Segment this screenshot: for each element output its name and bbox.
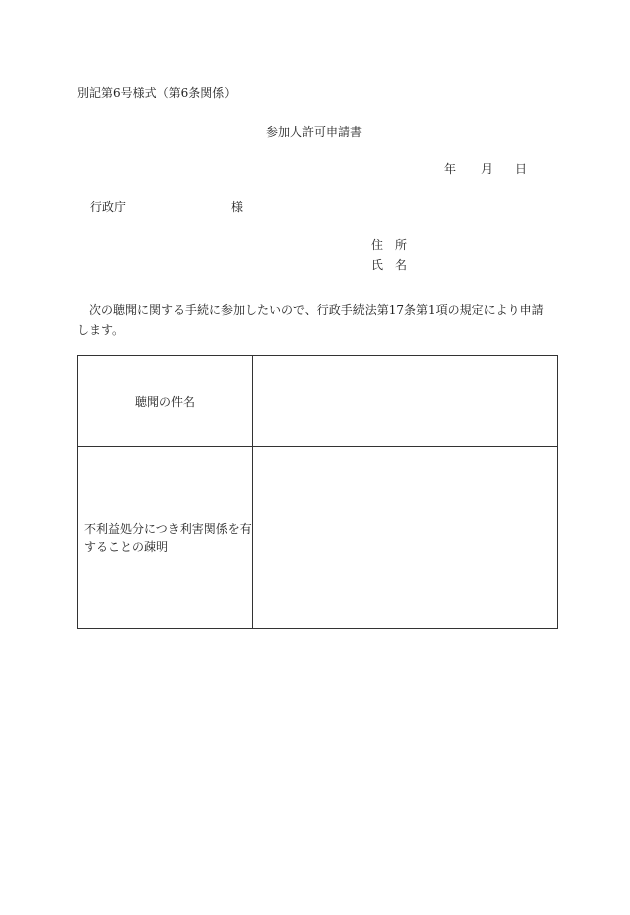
date-year-label: 年 [444,162,457,176]
applicant-name-label: 氏 名 [371,258,408,272]
form-number: 別記第6号様式（第6条関係） [77,86,237,100]
hearing-subject-label: 聴聞の件名 [78,356,253,447]
application-body-text: 次の聴聞に関する手続に参加したいので、行政手続法第17条第1項の規定により申請します。 [77,303,544,337]
date-month-label: 月 [481,162,494,176]
addressee-honorific: 様 [231,200,244,214]
applicant-address-label: 住 所 [371,238,408,252]
interest-explanation-label: 不利益処分につき利害関係を有することの疎明 [78,447,253,629]
interest-explanation-field[interactable] [253,447,558,629]
application-form-table [77,355,558,629]
table-row-hearing-subject [78,356,558,447]
document-title: 参加人許可申請書 [266,125,363,139]
hearing-subject-field[interactable] [253,356,558,447]
date-day-label: 日 [515,162,528,176]
addressee-agency: 行政庁 [90,200,127,214]
table-row-interest-explanation [78,447,558,629]
